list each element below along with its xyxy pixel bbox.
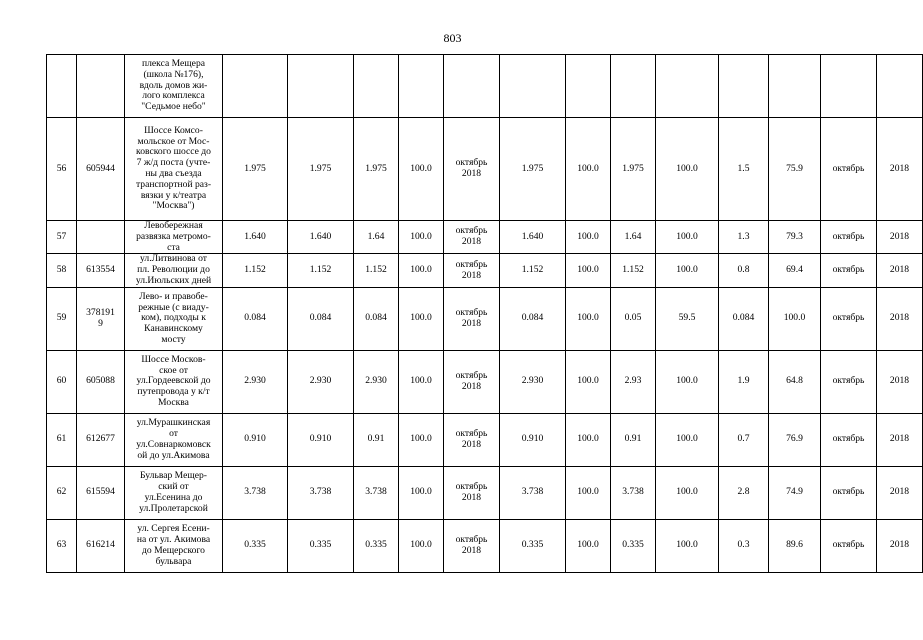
length-cell: 2.930 [223,350,288,413]
road-name-cell-line: 7 ж/д поста (учте- [136,157,211,169]
length-cell: 1.975 [288,118,354,221]
length-cell: 0.084 [223,287,288,350]
road-name-cell-line: ой до ул.Акимова [137,449,210,461]
road-name-cell [125,118,223,221]
month-cell: октябрь [821,519,877,572]
inspection-date-cell-line: октябрь [455,369,488,381]
length-cell: 1.3 [719,221,769,254]
percent-cell: 100.0 [399,519,444,572]
year-cell: 2018 [877,519,923,572]
road-code-cell-line: 613554 [86,264,115,276]
road-name-cell-line: мольское от Мос- [137,135,210,147]
table-row [47,466,923,519]
length-cell: 1.640 [223,221,288,254]
page-number: 803 [443,31,462,45]
road-code-cell-line: 612677 [86,433,115,445]
table-row [47,350,923,413]
road-name-cell-line: "Седьмое небо" [141,101,206,113]
road-name-cell-line: Москва [158,396,189,408]
road-name-cell-line: ское от [159,364,188,376]
length-cell: 2.930 [288,350,354,413]
length-cell: 0.335 [500,519,566,572]
row-number-cell: 61 [47,413,77,466]
inspection-date-cell [444,221,500,254]
road-name-cell-line: лого комплекса [142,90,205,102]
table-row [47,413,923,466]
length-cell: 0.910 [223,413,288,466]
percent-cell: 100.0 [656,221,719,254]
length-cell: 0.3 [719,519,769,572]
table-row [47,287,923,350]
length-cell: 3.738 [500,466,566,519]
length-cell: 0.084 [719,287,769,350]
inspection-date-cell-line: 2018 [461,544,482,556]
row-number-cell: 58 [47,254,77,287]
length-cell: 0.8 [719,254,769,287]
length-cell: 3.738 [611,466,656,519]
length-cell: 0.335 [223,519,288,572]
percent-cell: 100.0 [769,287,821,350]
percent-cell: 100.0 [399,466,444,519]
road-name-cell-line: ул. Сергея Есени- [137,523,210,535]
road-name-cell [125,350,223,413]
length-cell: 1.9 [719,350,769,413]
road-name-cell-line: мосту [161,333,186,345]
road-name-cell [125,254,223,287]
inspection-date-cell-line: 2018 [461,491,482,503]
road-name-cell-line: вязки у к/театра [140,189,207,201]
percent-cell [566,55,611,118]
road-code-cell-line: 605088 [86,375,115,387]
road-name-cell-line: ул.Пролетарской [139,502,208,514]
length-cell: 1.152 [223,254,288,287]
road-name-cell-line: ул.Литвинова от [140,253,207,265]
inspection-date-cell [444,118,500,221]
row-number-cell: 60 [47,350,77,413]
road-code-cell-line: 615594 [86,486,115,498]
inspection-date-cell-line: 2018 [461,438,482,450]
row-number-cell [47,55,77,118]
row-number-cell: 57 [47,221,77,254]
inspection-date-cell-line: 2018 [461,380,482,392]
month-cell: октябрь [821,118,877,221]
length-cell: 2.930 [354,350,399,413]
length-cell: 1.64 [611,221,656,254]
percent-cell: 74.9 [769,466,821,519]
road-name-cell-line: пл. Революции до [137,264,210,276]
year-cell: 2018 [877,350,923,413]
length-cell: 2.93 [611,350,656,413]
percent-cell: 100.0 [566,118,611,221]
percent-cell: 100.0 [399,350,444,413]
data-table [46,54,923,573]
year-cell [877,55,923,118]
length-cell [500,55,566,118]
percent-cell: 100.0 [399,118,444,221]
road-code-cell-line: 378191 [86,306,115,318]
road-name-cell [125,55,223,118]
percent-cell: 100.0 [566,350,611,413]
inspection-date-cell-line: октябрь [455,258,488,270]
table-row [47,118,923,221]
road-code-cell [77,287,125,350]
percent-cell: 100.0 [566,287,611,350]
inspection-date-cell [444,254,500,287]
road-name-cell-line: от [169,427,178,439]
inspection-date-cell [444,55,500,118]
road-name-cell-line: развязка метромо- [136,230,211,242]
road-name-cell-line: транспортной раз- [135,178,212,190]
percent-cell: 100.0 [566,254,611,287]
length-cell: 1.152 [288,254,354,287]
inspection-date-cell [444,466,500,519]
length-cell [223,55,288,118]
length-cell: 1.64 [354,221,399,254]
year-cell: 2018 [877,466,923,519]
month-cell: октябрь [821,413,877,466]
road-code-cell [77,118,125,221]
road-code-cell [77,466,125,519]
length-cell: 2.930 [500,350,566,413]
road-name-cell-line: режные (с виаду- [138,301,209,313]
month-cell [821,55,877,118]
percent-cell: 100.0 [566,466,611,519]
table-row [47,254,923,287]
month-cell: октябрь [821,466,877,519]
length-cell: 0.05 [611,287,656,350]
inspection-date-cell-line: октябрь [455,480,488,492]
length-cell: 0.910 [288,413,354,466]
road-name-cell-line: ул.Июльских дней [135,274,212,286]
row-number-cell: 62 [47,466,77,519]
length-cell: 0.335 [288,519,354,572]
inspection-date-cell [444,287,500,350]
inspection-date-cell-line: октябрь [455,533,488,545]
road-name-cell-line: ны два съезда [145,168,202,179]
percent-cell: 100.0 [656,519,719,572]
inspection-date-cell [444,413,500,466]
length-cell: 1.640 [288,221,354,254]
percent-cell: 59.5 [656,287,719,350]
year-cell: 2018 [877,287,923,350]
length-cell: 1.640 [500,221,566,254]
length-cell: 0.91 [611,413,656,466]
length-cell [611,55,656,118]
length-cell [354,55,399,118]
percent-cell: 64.8 [769,350,821,413]
percent-cell: 100.0 [566,413,611,466]
road-code-cell [77,55,125,118]
inspection-date-cell [444,350,500,413]
table-row [47,519,923,572]
road-code-cell-line: 616214 [86,539,115,551]
road-name-cell-line: ком), подходы к [141,312,206,324]
inspection-date-cell-line: октябрь [455,157,488,169]
percent-cell: 100.0 [399,287,444,350]
length-cell: 3.738 [354,466,399,519]
road-code-cell-line: 9 [98,317,103,329]
road-name-cell-line: "Москва") [152,200,195,212]
road-code-cell [77,221,125,254]
percent-cell: 76.9 [769,413,821,466]
length-cell [719,55,769,118]
year-cell: 2018 [877,413,923,466]
road-name-cell-line: Канавинскому [144,323,203,335]
length-cell: 1.975 [354,118,399,221]
month-cell: октябрь [821,254,877,287]
inspection-date-cell [444,519,500,572]
length-cell: 1.975 [500,118,566,221]
length-cell: 1.975 [611,118,656,221]
length-cell [288,55,354,118]
road-name-cell-line: ковского шоссе до [136,146,211,158]
year-cell: 2018 [877,221,923,254]
road-name-cell-line: Бульвар Мещер- [140,470,207,482]
road-name-cell-line: (школа №176), [143,68,204,80]
percent-cell [656,55,719,118]
length-cell: 3.738 [288,466,354,519]
percent-cell: 75.9 [769,118,821,221]
length-cell: 1.152 [611,254,656,287]
road-name-cell [125,221,223,254]
length-cell: 2.8 [719,466,769,519]
percent-cell: 100.0 [399,221,444,254]
road-name-cell-line: Левобережная [144,220,203,231]
length-cell: 0.910 [500,413,566,466]
month-cell: октябрь [821,287,877,350]
length-cell: 1.152 [500,254,566,287]
length-cell: 3.738 [223,466,288,519]
inspection-date-cell-line: 2018 [461,269,482,281]
percent-cell: 100.0 [656,350,719,413]
month-cell: октябрь [821,221,877,254]
inspection-date-cell-line: октябрь [455,427,488,439]
length-cell: 0.91 [354,413,399,466]
road-name-cell-line: ста [167,241,180,253]
row-number-cell: 56 [47,118,77,221]
percent-cell: 100.0 [399,413,444,466]
percent-cell: 100.0 [656,118,719,221]
road-name-cell-line: Шоссе Москов- [141,353,206,365]
road-name-cell-line: бульвара [155,555,192,567]
road-name-cell-line: ул.Есенина до [144,491,203,503]
inspection-date-cell-line: октябрь [455,225,488,237]
road-code-cell [77,350,125,413]
row-number-cell: 59 [47,287,77,350]
length-cell: 0.084 [500,287,566,350]
road-code-cell [77,413,125,466]
length-cell: 1.152 [354,254,399,287]
percent-cell: 79.3 [769,221,821,254]
road-name-cell-line: до Мещерского [142,544,205,556]
road-name-cell [125,287,223,350]
percent-cell: 69.4 [769,254,821,287]
inspection-date-cell-line: октябрь [455,306,488,318]
road-name-cell-line: Лево- и правобе- [139,290,208,302]
length-cell: 0.7 [719,413,769,466]
percent-cell: 100.0 [656,413,719,466]
road-name-cell-line: путепровода у к/т [137,386,210,398]
table-body [47,55,923,573]
row-number-cell: 63 [47,519,77,572]
table-row [47,55,923,118]
length-cell: 0.084 [288,287,354,350]
length-cell: 0.335 [354,519,399,572]
road-name-cell-line: Шоссе Комсо- [144,124,203,136]
inspection-date-cell-line: 2018 [461,168,482,179]
length-cell: 0.084 [354,287,399,350]
road-name-cell-line: ул.Гордеевской до [136,375,211,387]
road-name-cell [125,466,223,519]
percent-cell: 100.0 [656,466,719,519]
road-name-cell-line: на от ул. Акимова [136,533,211,545]
percent-cell [399,55,444,118]
road-code-cell-line: 605944 [86,162,115,174]
percent-cell: 100.0 [566,221,611,254]
year-cell: 2018 [877,118,923,221]
table-row [47,221,923,254]
percent-cell: 89.6 [769,519,821,572]
percent-cell [769,55,821,118]
road-name-cell-line: ский от [158,480,189,492]
inspection-date-cell-line: 2018 [461,236,482,248]
road-name-cell-line: ул.Совнаркомовск [136,438,211,450]
road-name-cell-line: вдоль домов жи- [139,79,208,91]
percent-cell: 100.0 [399,254,444,287]
length-cell: 1.5 [719,118,769,221]
road-code-cell [77,254,125,287]
inspection-date-cell-line: 2018 [461,317,482,329]
road-name-cell-line: ул.Мурашкинская [136,417,211,429]
road-name-cell-line: плекса Мещера [142,58,205,69]
road-name-cell [125,413,223,466]
percent-cell: 100.0 [656,254,719,287]
year-cell: 2018 [877,254,923,287]
percent-cell: 100.0 [566,519,611,572]
month-cell: октябрь [821,350,877,413]
road-code-cell [77,519,125,572]
length-cell: 0.335 [611,519,656,572]
length-cell: 1.975 [223,118,288,221]
road-name-cell [125,519,223,572]
